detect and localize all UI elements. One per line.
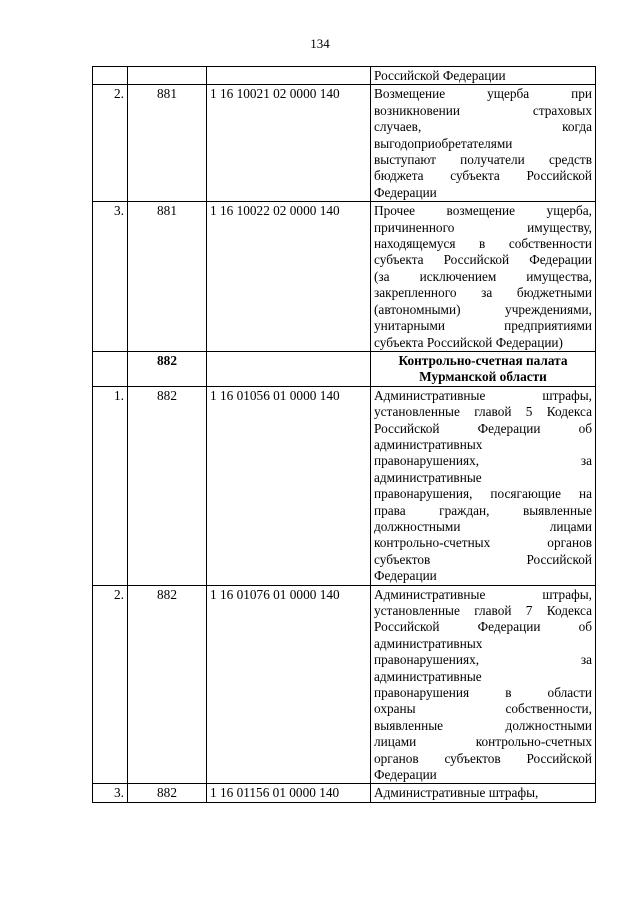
revenue-code-cell: [207, 67, 371, 85]
name-line: лицами контрольно-счетных: [374, 734, 592, 750]
name-line: субъекта Российской Федерации: [374, 252, 592, 268]
revenue-name-cell: [371, 202, 596, 352]
name-line: права граждан, выявленные: [374, 502, 592, 518]
name-line: органов субъектов Российской: [374, 750, 592, 766]
name-line: Федерации: [374, 184, 437, 200]
name-line: случаев, когда: [374, 119, 592, 135]
row-number-cell: 3.: [93, 202, 128, 352]
name-line: Прочее возмещение ущерба,: [374, 203, 592, 219]
table-row: [93, 67, 596, 85]
name-line: Российской Федерации об: [374, 420, 592, 436]
admin-code-cell: 882: [128, 386, 207, 585]
revenue-name-cell: [371, 85, 596, 202]
revenue-name-cell: [371, 67, 596, 85]
name-line: Административные штрафы,: [374, 785, 539, 801]
name-line: Российской Федерации: [374, 68, 506, 83]
revenue-code-cell: 1 16 01056 01 0000 140: [207, 386, 371, 585]
admin-code-cell: 882: [128, 784, 207, 802]
admin-code-cell: [128, 67, 207, 85]
table-row: [93, 585, 596, 784]
name-line: находящемуся в собственности: [374, 236, 592, 252]
revenue-code-cell: 1 16 10022 02 0000 140: [207, 202, 371, 352]
revenue-code-cell: 1 16 01076 01 0000 140: [207, 585, 371, 784]
table-row: [93, 386, 596, 585]
name-line: выявленные должностными: [374, 717, 592, 733]
name-line: административных: [374, 436, 483, 452]
revenue-code-cell: 1 16 01156 01 0000 140: [207, 784, 371, 802]
page-number: 134: [310, 36, 330, 51]
name-line: (автономными) учреждениями,: [374, 301, 592, 317]
name-line: субъектов Российской: [374, 551, 592, 567]
name-line: правонарушения, посягающие на: [374, 486, 592, 502]
name-line: унитарными предприятиями: [374, 318, 592, 334]
revenue-name-cell: [371, 784, 596, 802]
name-line: Российской Федерации об: [374, 619, 592, 635]
name-line: (за исключением имущества,: [374, 268, 592, 284]
revenue-name-cell: [371, 386, 596, 585]
name-line: установленные главой 5 Кодекса: [374, 404, 592, 420]
name-line: причиненного имуществу,: [374, 219, 592, 235]
row-number-cell: [93, 351, 128, 386]
row-number-cell: 1.: [93, 386, 128, 585]
name-line: административных: [374, 635, 483, 651]
revenue-name-cell: [371, 585, 596, 784]
name-line: административные: [374, 668, 482, 684]
row-number-cell: 2.: [93, 585, 128, 784]
name-line: Федерации: [374, 568, 437, 584]
name-line: Мурманской области: [419, 369, 547, 385]
table-row: [93, 784, 596, 802]
admin-code-cell: 881: [128, 85, 207, 202]
name-line: охраны собственности,: [374, 701, 592, 717]
section-header-row: [93, 351, 596, 386]
name-line: контрольно-счетных органов: [374, 535, 592, 551]
revenue-code-cell: [207, 351, 371, 386]
name-line: Возмещение ущерба при: [374, 86, 592, 102]
row-number-cell: 2.: [93, 85, 128, 202]
revenue-code-cell: 1 16 10021 02 0000 140: [207, 85, 371, 202]
name-line: бюджета субъекта Российской: [374, 168, 592, 184]
admin-code-cell: 881: [128, 202, 207, 352]
name-line: Федерации: [374, 767, 437, 783]
section-title-cell: [371, 351, 596, 386]
name-line: выгодоприобретателями: [374, 135, 513, 151]
name-line: административные: [374, 469, 482, 485]
name-line: закрепленного за бюджетными: [374, 285, 592, 301]
name-line: правонарушениях, за: [374, 652, 592, 668]
name-line: Контрольно-счетная палата: [398, 352, 568, 368]
row-number-cell: 3.: [93, 784, 128, 802]
name-line: правонарушения в области: [374, 685, 592, 701]
name-line: должностными лицами: [374, 518, 592, 534]
table-row: [93, 202, 596, 352]
name-line: выступают получатели средств: [374, 152, 592, 168]
table-row: [93, 85, 596, 202]
row-number-cell: [93, 67, 128, 85]
name-line: возникновении страховых: [374, 102, 592, 118]
revenue-codes-table: [92, 66, 596, 803]
name-line: Административные штрафы,: [374, 586, 592, 602]
name-line: Административные штрафы,: [374, 387, 592, 403]
admin-code-cell: 882: [128, 351, 207, 386]
name-line: субъекта Российской Федерации): [374, 334, 563, 350]
name-line: установленные главой 7 Кодекса: [374, 603, 592, 618]
admin-code-cell: 882: [128, 585, 207, 784]
name-line: правонарушениях, за: [374, 453, 592, 469]
